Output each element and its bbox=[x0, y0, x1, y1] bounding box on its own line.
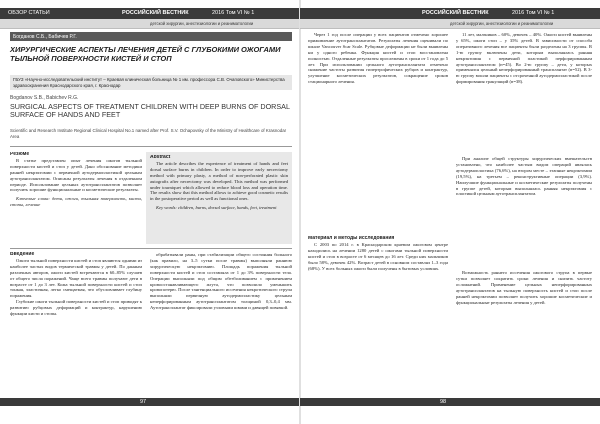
materials-block bbox=[308, 236, 448, 394]
authors-en: Bogdanov S.B., Babichev R.G. bbox=[10, 95, 79, 101]
groups-block bbox=[456, 32, 592, 152]
body-paragraph: обрабатывали раны, при стабилизации общего состояния больного (как правило, на 3–5 сутки после травмы) выполняли раннюю хирургическую некрэктомию. Площадь поражения тыльной поверхности кистей и стоп составляла от 1 до 3% поверхности тела. Операции выполняли под общим обезболиванием с применением кровоостанавливающего жгута, что позволило уменьшить кровопотерю. После тангенциального иссечения некротического струпа выполняли первичную аутодермопластику цельным неперфорированным аутотрансплантатом толщиной 0,3–0,4 мм. Аутотрансплантат фиксировали узловыми швами и давящей повязкой. bbox=[150, 252, 292, 311]
page-right bbox=[300, 0, 600, 424]
abstract-heading: Abstract bbox=[150, 155, 171, 160]
body-paragraph: Через 1 год после операции у всех пациентов отмечено хорошее приживление аутотрансплантатов. Результаты лечения оценивали по шкале Vancouver Scar Scale. Рубцовые деформации не были выявлены ни у одного ребенка. Функция кистей и стоп восстановлена полностью. Отдаленные результаты прослежены в сроки от 1 года до 5 лет. При использовании цельного аутотрансплантата отмечено снижение частоты развития гипертрофических рубцов и контрактур, улучшение косметических результатов, сокращение сроков стационарного лечения. bbox=[308, 32, 448, 85]
materials-text: С 2003 по 2014 г. в Краснодарском краевом ожоговом центре находились на лечении 1280 детей с ожогами тыльной поверхности кистей и стоп в возрасте от 6 месяцев до 16 лет. Среди них мальчиков было 58%, девочек 42%. Возраст детей в основном составлял 1–3 года (68%). У всех больных ожоги были получены в бытовых условиях. bbox=[308, 241, 448, 271]
page-number: 98 bbox=[440, 398, 447, 405]
abstract-keywords: Key words: children, burns, dorsal surface, hands, feet, treatment bbox=[156, 205, 277, 211]
divider bbox=[10, 248, 292, 249]
footer-right bbox=[300, 398, 600, 406]
authors-ru: Богданов С.Б., Бабичев Р.Г. bbox=[13, 33, 77, 40]
footer-bar bbox=[300, 398, 600, 406]
methods-block bbox=[150, 252, 292, 394]
affiliation-en: Scientific and Research Institute Regional Clinical Hospital No.1 named after Prof. S.V. Ochapovsky of the Ministry of Healthcare of Krasnodar Area bbox=[10, 128, 287, 139]
analysis-block bbox=[456, 156, 592, 266]
intro-paragraph: Ожоги тыльной поверхности кистей и стоп являются одними из наиболее частых видов термической травмы у детей. По данным различных авторов, ожоги кистей встречаются в 60–85% случаев от общего числа поражений. Чаще всего травмы получают дети в возрасте от 1 до 3 лет. Кожа тыльной поверхности кистей и стоп тонкая, эластичная, легко смещаемая, что обусловливает глубину поражения. bbox=[10, 257, 142, 299]
abstract-text: The article describes the experience of treatment of hands and feet dorsal surface burns in children. In order to improve early necrectomy method with primary plasty, a method of non-perforated plastic skin autografts after necrectomy was developed. This method was performed under tourniquet which allowed to reduce blood loss and operation time. The results show that this method allows to achieve good cosmetic results in the postoperative period as well as functional ones. bbox=[150, 160, 288, 202]
header-right bbox=[300, 8, 600, 28]
title-en: SURGICAL ASPECTS OF TREATMENT CHILDREN WITH DEEP BURNS OF DORSAL SURFACE OF HANDS AND FEET bbox=[10, 102, 290, 120]
intro-heading: Введение bbox=[10, 252, 35, 257]
journal-volume: 2016 Том VI № 1 bbox=[512, 10, 555, 16]
journal-subtitle: детской хирургии, анестезиологии и реаниматологии bbox=[450, 21, 554, 26]
footer-left bbox=[0, 398, 300, 406]
resume-keywords: Ключевые слова: дети, ожоги, тыльная поверхность, кисти, стопы, лечение bbox=[10, 196, 142, 208]
resume-block bbox=[10, 152, 142, 240]
footer-bar bbox=[0, 398, 300, 406]
resume-heading: Резюме bbox=[10, 152, 30, 157]
results-block bbox=[308, 32, 448, 232]
materials-heading: Материал и методы исследования bbox=[308, 236, 395, 241]
conclusion-block bbox=[456, 270, 592, 394]
body-paragraph: 11 лет, мальчиков – 60%, девочек – 40%. Ожоги кистей выявлены у 65%, ожоги стоп – у 35% детей. В зависимости от способа оперативного лечения все пациенты были разделены на 3 группы. В 1-ю группу включены дети, которым выполнялась ранняя некрэктомия с первичной пластикой перфорированным аутотрансплантатом (n=45). Во 2-ю группу – дети, у которых применялся цельный неперфорированный трансплантат (n=52). В 3-ю группу вошли пациенты с отсроченной аутодермопластикой после формирования грануляций (n=38). bbox=[456, 32, 592, 85]
conclusion-text: Возможность раннего иссечения ожогового струпа в первые сутки позволяет сократить сроки лечения и снизить частоту осложнений. Применение цельных неперфорированных аутотрансплантатов на тыльную поверхность кистей и стоп после ранней некрэктомии позволяет получить хорошие косметические и функциональные результаты лечения у детей. bbox=[456, 270, 592, 305]
journal-code: ОБЗОР СТАТЬИ bbox=[8, 10, 50, 16]
journal-name: РОССИЙСКИЙ ВЕСТНИК bbox=[422, 10, 489, 16]
journal-subtitle: детской хирургии, анестезиологии и реаниматологии bbox=[150, 21, 254, 26]
divider bbox=[10, 146, 292, 147]
abstract-box bbox=[146, 152, 292, 244]
resume-text: В статье представлен опыт лечения ожогов тыльной поверхности кистей и стоп у детей. Дано обоснование методики ранней некрэктомии с первичной аутодермопластикой цельным аутотрансплантатом. Описаны результаты лечения в отдаленном периоде. Использование цельных аутотрансплантатов позволяет получить хорошие функциональные и косметические результаты. bbox=[10, 157, 142, 193]
intro-paragraph: Глубокие ожоги тыльной поверхности кистей и стоп приводят к развитию рубцовых деформаций и контрактур, нарушению функции кисти и стопы. bbox=[10, 299, 142, 317]
authors-ru-box bbox=[10, 32, 292, 41]
intro-block bbox=[10, 252, 142, 394]
journal-name: РОССИЙСКИЙ ВЕСТНИК bbox=[122, 10, 189, 16]
affiliation-ru: ГБУЗ «Научно-исследовательский институт – Краевая клиническая больница № 1 им. профессора С.В. Очаповского» Министерства здравоохранения Краснодарского края, г. Краснодар bbox=[10, 75, 292, 90]
title-ru: ХИРУРГИЧЕСКИЕ АСПЕКТЫ ЛЕЧЕНИЯ ДЕТЕЙ С ГЛУБОКИМИ ОЖОГАМИ ТЫЛЬНОЙ ПОВЕРХНОСТИ КИСТЕЙ И СТОП bbox=[10, 45, 281, 63]
journal-volume: 2016 Том VI № 1 bbox=[212, 10, 255, 16]
header-left bbox=[0, 8, 300, 28]
page-number: 97 bbox=[140, 398, 147, 405]
abstract-block bbox=[150, 155, 288, 211]
body-paragraph: При анализе общей структуры хирургических вмешательств установлено, что наиболее частым видом операций являлась аутодермопластика (76,6%), на втором месте – этапные некрэктомии (19,5%), на третьем – реконструктивные операции (3,9%). Наилучшие функциональные и косметические результаты получены в группе детей, которым выполнялась ранняя некрэктомия с пластикой цельным аутотрансплантатом. bbox=[456, 156, 592, 197]
